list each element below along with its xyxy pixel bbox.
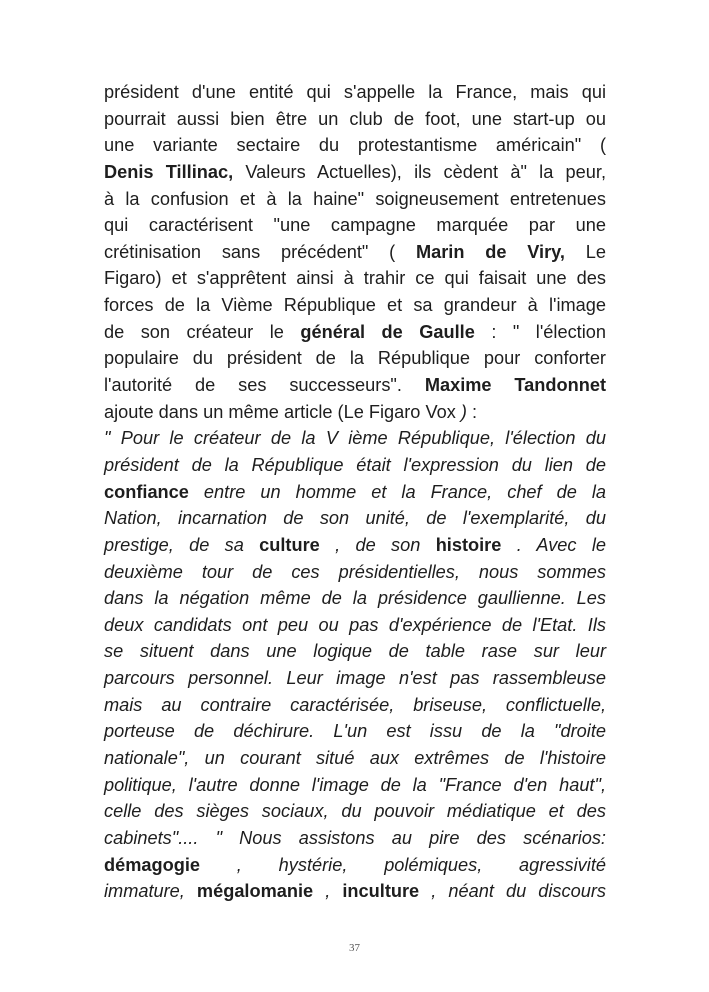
text-span: politique, l'autre donne l'image de la "France d'en haut",: [104, 774, 606, 795]
text-span: l'autorité de ses successeurs".: [104, 375, 425, 396]
text-span: porteuse de déchirure. L'un est issu de la "droite: [104, 721, 606, 742]
text-span: ajoute dans un même article (Le Figaro Vox: [104, 401, 461, 422]
bold-text: histoire: [435, 534, 502, 555]
text-line: [104, 239, 606, 266]
text-span: crétinisation sans précédent" (: [104, 241, 416, 262]
text-span: président d'une entité qui s'appelle la France, mais qui: [104, 82, 606, 102]
text-span: cabinets".... " Nous assistons au pire des scénarios:: [104, 827, 606, 848]
text-span: une variante sectaire du protestantisme américain" (: [104, 135, 606, 156]
text-line: [104, 612, 606, 639]
text-span: président de la République était l'expression du lien de: [104, 454, 606, 475]
text-span: forces de la Vième République et sa grandeur à l'image: [104, 295, 606, 316]
text-line: [104, 505, 606, 532]
text-span: " Pour le créateur de la V ième République, l'élection du: [104, 428, 606, 449]
text-line: [104, 265, 606, 292]
bold-text: mégalomanie: [196, 881, 314, 902]
text-line: [104, 585, 606, 612]
text-span: , de son: [319, 534, 436, 555]
body-text: [104, 79, 606, 905]
page-number: 37: [349, 942, 360, 954]
text-line: [104, 479, 606, 506]
text-span: populaire du président de la République pour conforter: [104, 348, 606, 369]
text-span: , néant du discours: [419, 881, 606, 902]
text-line: [104, 638, 606, 665]
text-span: deux candidats ont peu ou pas d'expérience de l'Etat. Ils: [104, 614, 606, 635]
text-span: : " l'élection: [474, 321, 606, 342]
text-span: dans la négation même de la présidence gaullienne. Les: [104, 588, 606, 609]
text-line: [104, 772, 606, 799]
text-span: à la confusion et à la haine" soigneusement entretenues: [104, 188, 606, 209]
bold-text: confiance: [104, 481, 189, 502]
text-span: se situent dans une logique de table rase sur leur: [104, 641, 606, 662]
text-line: [104, 345, 606, 372]
text-span: . Avec le: [501, 534, 606, 555]
text-span: :: [466, 401, 478, 422]
text-span: prestige, de sa: [104, 534, 260, 555]
bold-text: Marin de Viry,: [415, 241, 565, 262]
text-span: Le: [564, 241, 606, 262]
text-span: qui caractérisent "une campagne marquée par une: [104, 215, 606, 236]
text-span: , hystérie, polémiques, agressivité: [200, 854, 606, 875]
text-span: entre un homme et la France, chef de la: [188, 481, 606, 502]
text-line: [104, 319, 606, 346]
text-line: [104, 718, 606, 745]
text-span: immature,: [104, 881, 197, 902]
text-line: [104, 425, 606, 452]
text-line: [104, 532, 606, 559]
text-span: Nation, incarnation de son unité, de l'exemplarité, du: [104, 508, 606, 529]
bold-text: culture: [259, 534, 320, 555]
bold-text: Denis Tillinac,: [104, 161, 234, 182]
bold-text: général de Gaulle: [300, 321, 475, 342]
text-span: de son créateur le: [104, 321, 301, 342]
text-span: celle des sièges sociaux, du pouvoir médiatique et des: [104, 801, 606, 822]
text-span: mais au contraire caractérisée, briseuse, conflictuelle,: [104, 694, 606, 715]
bold-text: démagogie: [104, 854, 201, 875]
text-line: [104, 665, 606, 692]
text-line: [104, 798, 606, 825]
text-line: [104, 79, 606, 106]
text-line: [104, 878, 606, 905]
text-span: Figaro) et s'apprêtent ainsi à trahir ce qui faisait une des: [104, 268, 606, 289]
text-line: [104, 452, 606, 479]
text-line: [104, 212, 606, 239]
text-span: ,: [313, 881, 343, 902]
text-span: parcours personnel. Leur image n'est pas rassembleuse: [104, 668, 606, 689]
text-line: [104, 159, 606, 186]
text-line: [104, 292, 606, 319]
text-line: [104, 745, 606, 772]
text-line: [104, 852, 606, 879]
text-line: [104, 372, 606, 399]
text-line: [104, 559, 606, 586]
text-span: ): [460, 401, 467, 422]
text-span: nationale", un courant situé aux extrêmes de l'histoire: [104, 748, 606, 769]
text-line: [104, 186, 606, 213]
text-line: [104, 106, 606, 133]
text-span: deuxième tour de ces présidentielles, nous sommes: [104, 561, 606, 582]
text-line: [104, 692, 606, 719]
text-span: pourrait aussi bien être un club de foot, une start-up ou: [104, 108, 606, 129]
bold-text: Maxime Tandonnet: [424, 375, 607, 396]
text-line: [104, 399, 606, 426]
text-line: [104, 825, 606, 852]
text-line: [104, 132, 606, 159]
text-span: Valeurs Actuelles), ils cèdent à" la peur,: [233, 161, 606, 182]
bold-text: inculture: [342, 881, 420, 902]
